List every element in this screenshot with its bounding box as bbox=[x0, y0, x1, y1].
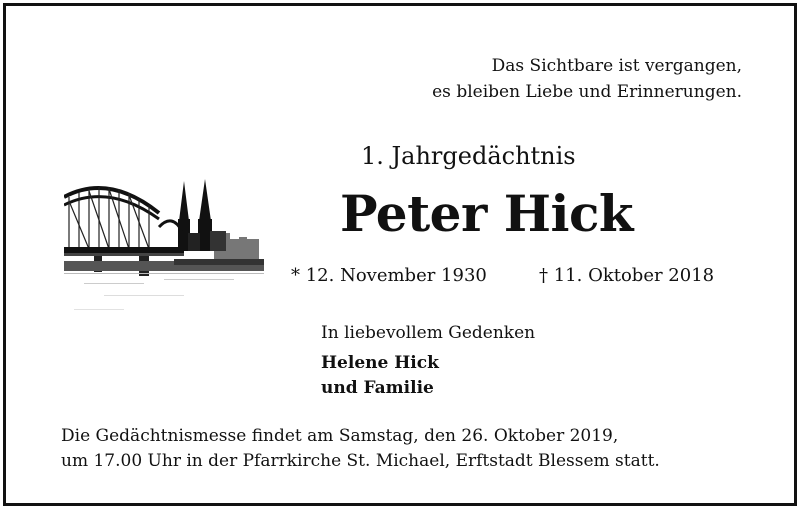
cologne-cathedral-bridge-icon bbox=[64, 161, 264, 341]
motto-line-1: Das Sichtbare ist vergangen, bbox=[491, 56, 742, 76]
signatory-line-2: und Familie bbox=[321, 378, 434, 398]
death-date: † 11. Oktober 2018 bbox=[539, 265, 715, 286]
mass-notice-line-2: um 17.00 Uhr in der Pfarrkirche St. Michael, Erftstadt Blessem statt. bbox=[61, 451, 660, 471]
birth-date: * 12. November 1930 bbox=[291, 265, 487, 286]
signatory-line-1: Helene Hick bbox=[321, 353, 439, 373]
obituary-card bbox=[3, 3, 797, 506]
signatories bbox=[321, 351, 439, 401]
mass-notice bbox=[61, 424, 660, 474]
deceased-name: Peter Hick bbox=[340, 184, 634, 243]
motto-line-2: es bleiben Liebe und Erinnerungen. bbox=[432, 82, 742, 102]
motto-quote bbox=[432, 53, 742, 105]
anniversary-heading: 1. Jahrgedächtnis bbox=[361, 142, 576, 170]
mass-notice-line-1: Die Gedächtnismesse findet am Samstag, den 26. Oktober 2019, bbox=[61, 426, 619, 446]
remembrance-text: In liebevollem Gedenken bbox=[321, 323, 536, 343]
